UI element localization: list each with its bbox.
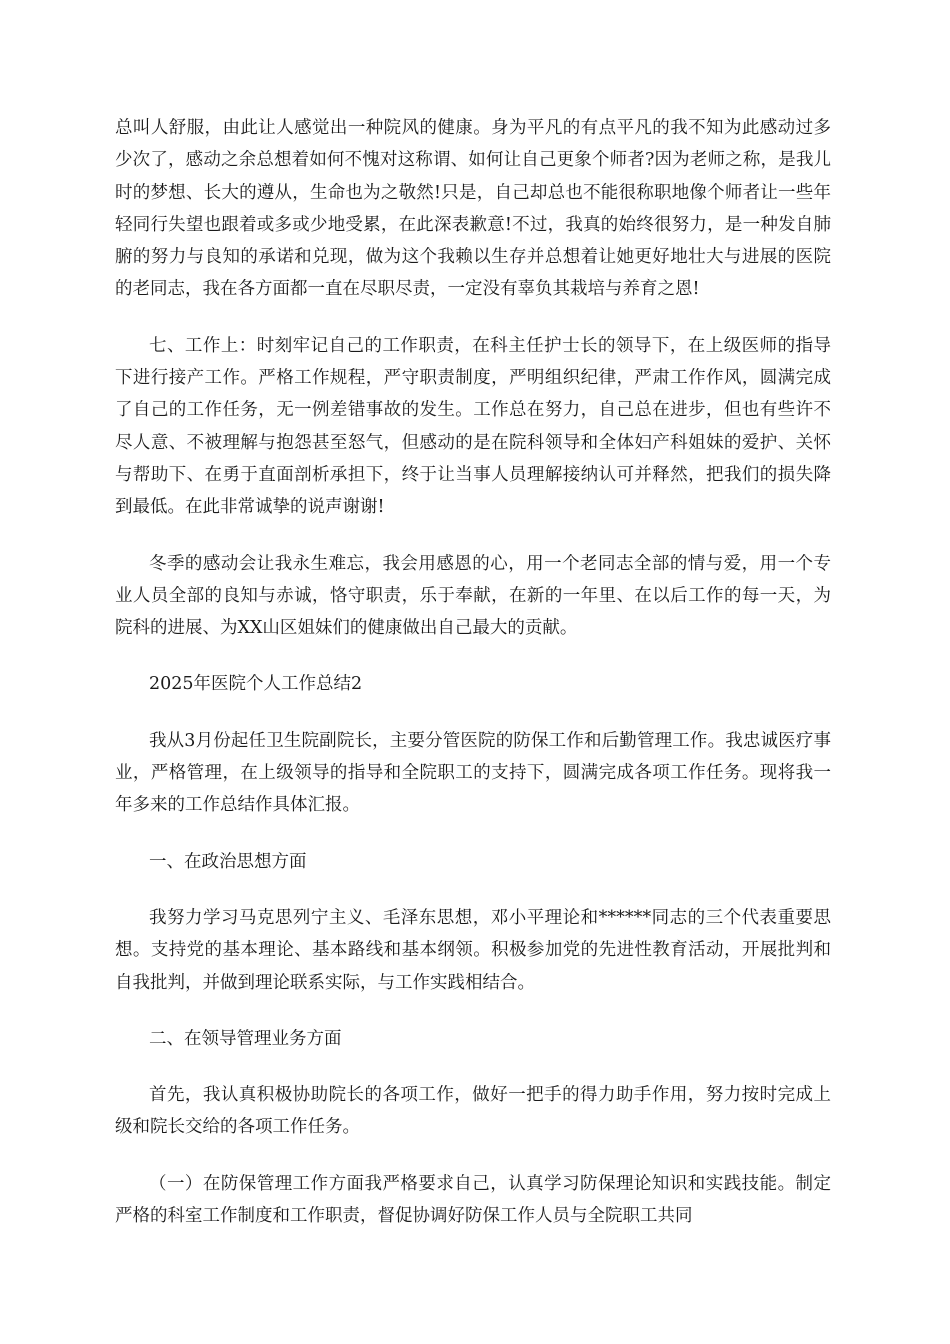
paragraph-prevention: （一）在防保管理工作方面我严格要求自己，认真学习防保理论知识和实践技能。制定严格的科室工作制度和工作职责，督促协调好防保工作人员与全院职工共同 — [115, 1173, 831, 1227]
heading-political: 一、在政治思想方面 — [149, 851, 307, 872]
section-title: 2025年医院个人工作总结2 — [149, 674, 363, 695]
paragraph-work: 七、工作上：时刻牢记自己的工作职责，在科主任护士长的领导下，在上级医师的指导下进行接产工作。严格工作规程，严守职责制度，严明组织纪律，严肃工作作风，圆满完成了自己的工作任务，无一例差错事故的发生。工作总在努力，自己总在进步，但也有些许不尽人意、不被理解与抱怨甚至怒气，但感动的是在院科领导和全体妇产科姐妹的爱护、关怀与帮助下、在勇于直面剖析承担下，终于让当事人员理解接纳认可并释然，把我们的损失降到最低。在此非常诚挚的说声谢谢! — [115, 335, 831, 518]
heading-management: 二、在领导管理业务方面 — [149, 1028, 342, 1049]
document-body — [115, 112, 831, 1232]
paragraph-political: 我努力学习马克思列宁主义、毛泽东思想，邓小平理论和******同志的三个代表重要思想。支持党的基本理论、基本路线和基本纲领。积极参加党的先进性教育活动，开展批判和自我批判，并做到理论联系实际，与工作实践相结合。 — [115, 907, 831, 993]
paragraph-intro: 我从3月份起任卫生院副院长，主要分管医院的防保工作和后勤管理工作。我忠诚医疗事业，严格管理，在上级领导的指导和全院职工的支持下，圆满完成各项工作任务。现将我一年多来的工作总结作具体汇报。 — [115, 730, 831, 816]
paragraph-continuation: 总叫人舒服，由此让人感觉出一种院风的健康。身为平凡的有点平凡的我不知为此感动过多少次了，感动之余总想着如何不愧对这称谓、如何让自己更象个师者?因为老师之称，是我儿时的梦想、长大的遵从，生命也为之敬然!只是，自己却总也不能很称职地像个师者让一些年轻同行失望也跟着或多或少地受累，在此深表歉意!不过，我真的始终很努力，是一种发自肺腑的努力与良知的承诺和兑现，做为这个我赖以生存并总想着让她更好地壮大与进展的医院的老同志，我在各方面都一直在尽职尽责，一定没有辜负其栽培与养育之恩! — [115, 118, 831, 300]
paragraph-management: 首先，我认真积极协助院长的各项工作，做好一把手的得力助手作用，努力按时完成上级和院长交给的各项工作任务。 — [115, 1085, 831, 1138]
paragraph-gratitude: 冬季的感动会让我永生难忘，我会用感恩的心，用一个老同志全部的情与爱，用一个专业人员全部的良知与赤诚，恪守职责，乐于奉献，在新的一年里、在以后工作的每一天，为院科的进展、为XX山区姐妹们的健康做出自己最大的贡献。 — [115, 553, 831, 639]
